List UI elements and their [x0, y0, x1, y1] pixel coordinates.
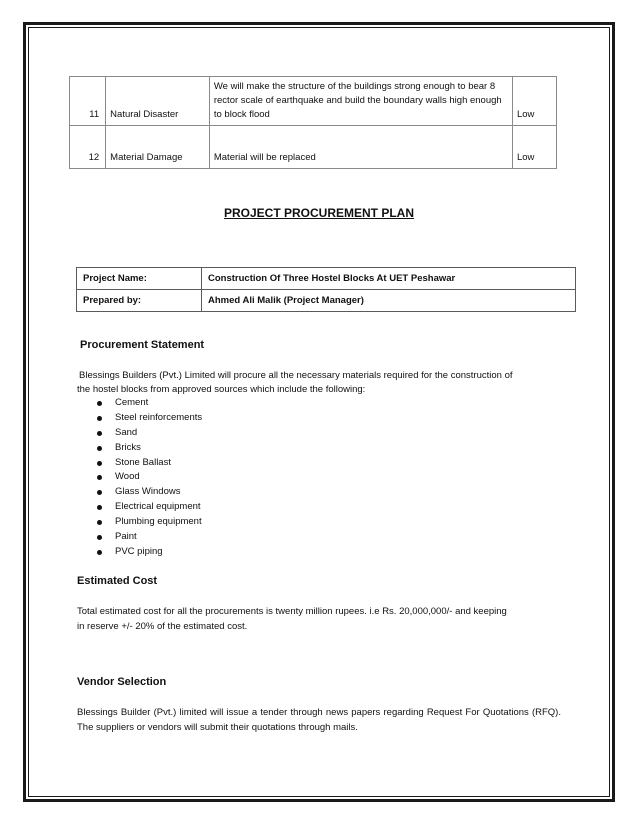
- list-item: [95, 545, 202, 560]
- risk-level: Low: [512, 126, 556, 169]
- bullet-icon: [97, 475, 102, 480]
- procurement-statement-line1: Blessings Builders (Pvt.) Limited will procure all the necessary materials required for the construction of: [79, 370, 513, 381]
- list-item: [95, 485, 202, 500]
- material-label: Stone Ballast: [115, 456, 171, 468]
- table-row: [70, 77, 557, 126]
- material-label: PVC piping: [115, 545, 163, 557]
- material-label: Sand: [115, 426, 138, 438]
- project-name-label: Project Name:: [77, 268, 202, 290]
- bullet-icon: [97, 550, 102, 555]
- list-item: [95, 426, 202, 441]
- list-item: [95, 411, 202, 426]
- procurement-heading: Procurement Statement: [80, 339, 205, 351]
- table-row: [70, 126, 557, 169]
- page-title: PROJECT PROCUREMENT PLAN: [223, 206, 414, 220]
- bullet-icon: [97, 461, 102, 466]
- list-item: [95, 470, 202, 485]
- material-label: Cement: [115, 397, 149, 408]
- bullet-icon: [97, 416, 102, 421]
- bullet-icon: [97, 431, 102, 436]
- project-name-value: Construction Of Three Hostel Blocks At UET Peshawar: [202, 268, 576, 290]
- risk-description: Material will be replaced: [209, 126, 512, 169]
- risk-number: 12: [70, 126, 106, 169]
- risk-description: We will make the structure of the buildings strong enough to bear 8 rector scale of earthquake and build the boundary walls high enough to block flood: [209, 77, 512, 126]
- material-label: Electrical equipment: [115, 501, 201, 513]
- material-label: Glass Windows: [115, 486, 181, 498]
- bullet-icon: [97, 505, 102, 510]
- bullet-icon: [97, 535, 102, 540]
- estimated-cost-heading: Estimated Cost: [77, 575, 158, 587]
- prepared-by-value: Ahmed Ali Malik (Project Manager): [202, 290, 576, 312]
- material-label: Plumbing equipment: [115, 516, 202, 528]
- estimated-cost-line1: Total estimated cost for all the procurements is twenty million rupees. i.e Rs. 20,000,000/- and keeping: [77, 606, 507, 617]
- project-info-table: [76, 267, 576, 312]
- list-item: [95, 441, 202, 456]
- material-label: Wood: [115, 471, 140, 483]
- material-label: Steel reinforcements: [115, 411, 203, 423]
- risk-name: Natural Disaster: [106, 77, 210, 126]
- list-item: [95, 515, 202, 530]
- vendor-selection-heading: Vendor Selection: [77, 676, 167, 688]
- table-row: [77, 290, 576, 312]
- estimated-cost-line2: in reserve +/- 20% of the estimated cost.: [77, 621, 248, 632]
- list-item: [95, 456, 202, 471]
- prepared-by-label: Prepared by:: [77, 290, 202, 312]
- list-item: [95, 530, 202, 545]
- risk-table: [69, 76, 557, 169]
- risk-number: 11: [70, 77, 106, 126]
- bullet-icon: [97, 520, 102, 525]
- risk-name: Material Damage: [106, 126, 210, 169]
- bullet-icon: [97, 490, 102, 495]
- materials-list: [95, 396, 202, 560]
- list-item: [95, 396, 202, 411]
- bullet-icon: [97, 446, 102, 451]
- table-row: [77, 268, 576, 290]
- material-label: Bricks: [115, 441, 141, 453]
- risk-level: Low: [512, 77, 556, 126]
- bullet-icon: [97, 401, 102, 406]
- procurement-statement-line2: the hostel blocks from approved sources which include the following:: [77, 384, 366, 395]
- vendor-selection-text: Blessings Builder (Pvt.) limited will issue a tender through news papers regarding Request For Quotations (RFQ). The suppliers or vendors will submit their quotations through mails.: [77, 707, 561, 733]
- material-label: Paint: [115, 531, 137, 543]
- list-item: [95, 500, 202, 515]
